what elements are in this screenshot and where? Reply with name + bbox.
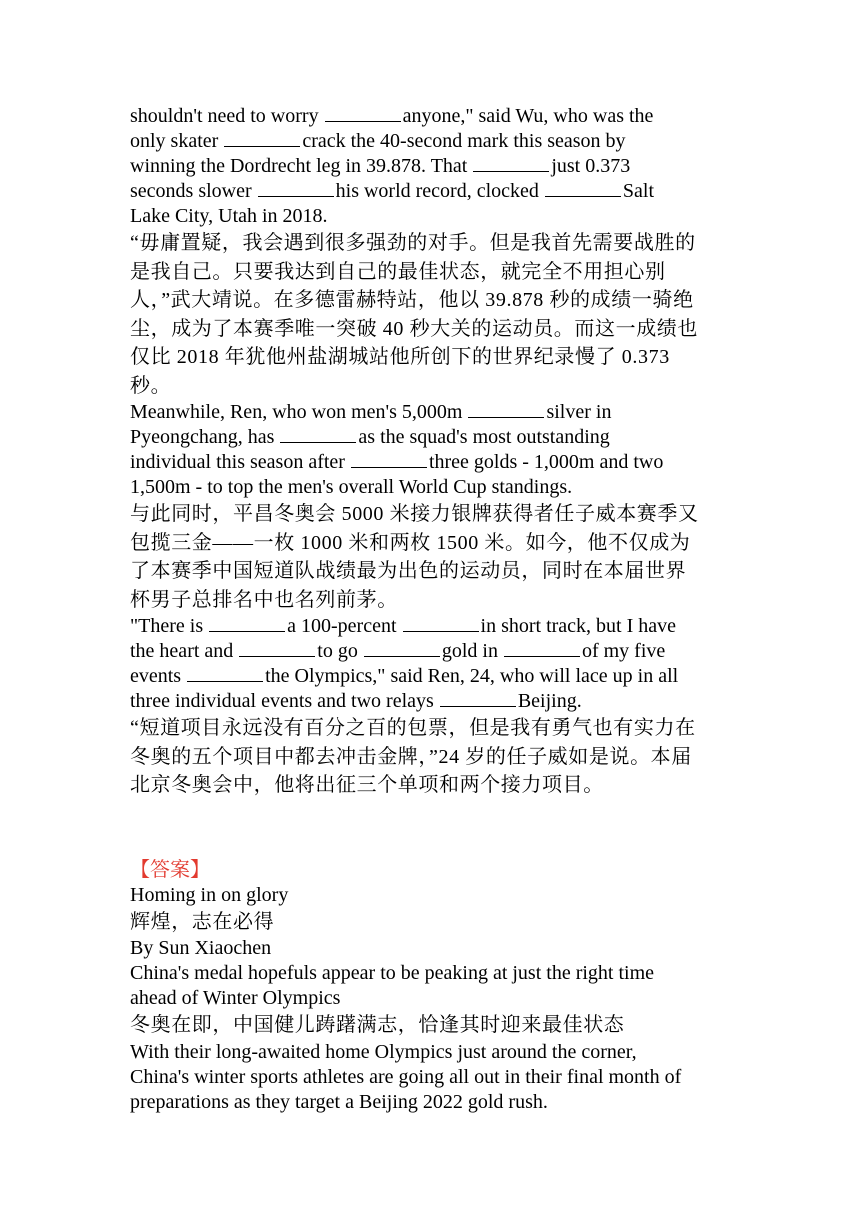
text-segment: a 100-percent xyxy=(287,615,397,637)
text-segment: the Olympics," said Ren, 24, who will lace up in all xyxy=(265,665,679,687)
fill-in-blank xyxy=(440,692,516,707)
text-segment: the heart and xyxy=(130,640,234,662)
answer-line: preparations as they target a Beijing 2022 gold rush. xyxy=(130,1090,548,1113)
fill-in-blank xyxy=(258,182,334,197)
text-segment: just 0.373 xyxy=(551,155,631,177)
text-line: 尘，成为了本赛季唯一突破 40 秒大关的运动员。而这一成绩也 xyxy=(130,317,698,340)
answer-label: 【答案】 xyxy=(130,858,210,881)
text-line: 人，”武大靖说。在多德雷赫特站，他以 39.878 秒的成绩一骑绝 xyxy=(130,289,694,311)
passage-chinese-3 xyxy=(130,714,740,800)
text-line: 冬奥的五个项目中都去冲击金牌，”24 岁的任子威如是说。本届 xyxy=(130,745,692,768)
answer-line: ahead of Winter Olympics xyxy=(130,987,341,1009)
fill-in-blank xyxy=(468,403,544,418)
text-line: 仅比 2018 年犹他州盐湖城站他所创下的世界纪录慢了 0.373 xyxy=(130,346,670,368)
text-segment: his world record, clocked xyxy=(335,180,539,202)
answer-line: China's medal hopefuls appear to be peaking at just the right time xyxy=(130,962,655,984)
text-line: 杯男子总排名中也名列前茅。 xyxy=(130,588,398,611)
text-line xyxy=(130,425,740,450)
fill-in-blank xyxy=(364,642,440,657)
text-line xyxy=(130,154,740,179)
text-line xyxy=(130,104,740,129)
text-segment: Lake City, Utah in 2018. xyxy=(130,205,328,227)
text-line xyxy=(130,179,740,204)
text-segment: crack the 40-second mark this season by xyxy=(302,130,626,152)
text-segment: in short track, but I have xyxy=(480,615,677,637)
section-gap xyxy=(130,800,740,858)
text-segment: three individual events and two relays xyxy=(130,690,434,712)
fill-in-blank xyxy=(473,157,549,172)
passage-chinese-1 xyxy=(130,229,740,400)
text-segment: Pyeongchang, has xyxy=(130,426,275,448)
text-line xyxy=(130,689,740,714)
text-segment: only skater xyxy=(130,130,219,152)
answer-line: China's winter sports athletes are going all out in their final month of xyxy=(130,1065,682,1088)
fill-in-blank xyxy=(351,453,427,468)
text-line xyxy=(130,400,740,425)
text-line: “短道项目永远没有百分之百的包票，但是我有勇气也有实力在 xyxy=(130,717,696,739)
text-segment: events xyxy=(130,665,182,687)
fill-in-blank xyxy=(325,107,401,122)
text-line xyxy=(130,475,740,500)
fill-in-blank xyxy=(504,642,580,657)
answer-line: With their long-awaited home Olympics just around the corner, xyxy=(130,1040,637,1063)
text-segment: of my five xyxy=(581,640,666,662)
text-segment: three golds - 1,000m and two xyxy=(428,451,664,473)
fill-in-blank xyxy=(545,182,621,197)
fill-in-blank xyxy=(187,667,263,682)
text-segment: shouldn't need to worry xyxy=(130,105,319,127)
text-line: “毋庸置疑，我会遇到很多强劲的对手。但是我首先需要战胜的 xyxy=(130,232,696,254)
fill-in-blank xyxy=(239,642,315,657)
text-segment: seconds slower xyxy=(130,180,252,202)
text-line xyxy=(130,450,740,475)
text-line: 与此同时，平昌冬奥会 5000 米接力银牌获得者任子威本赛季又 xyxy=(130,503,699,525)
answer-line: By Sun Xiaochen xyxy=(130,937,272,959)
text-segment: silver in xyxy=(546,401,612,423)
text-line xyxy=(130,614,740,639)
text-segment: Beijing. xyxy=(517,690,582,712)
text-line xyxy=(130,129,740,154)
text-segment: anyone," said Wu, who was the xyxy=(402,105,654,127)
passage-english-3 xyxy=(130,614,740,714)
passage-english-1 xyxy=(130,104,740,229)
text-line xyxy=(130,639,740,664)
answer-line: 辉煌，志在必得 xyxy=(130,910,275,933)
text-segment: individual this season after xyxy=(130,451,345,473)
text-line xyxy=(130,664,740,689)
fill-in-blank xyxy=(224,132,300,147)
passage-english-2 xyxy=(130,400,740,500)
text-segment: winning the Dordrecht leg in 39.878. That xyxy=(130,155,468,177)
document-page xyxy=(130,104,740,1115)
text-segment: to go xyxy=(317,640,358,662)
text-segment: gold in xyxy=(441,640,498,662)
answer-section xyxy=(130,883,740,1115)
fill-in-blank xyxy=(280,428,356,443)
answer-line: 冬奥在即，中国健儿踌躇满志，恰逢其时迎来最佳状态 xyxy=(130,1014,625,1036)
text-segment: Meanwhile, Ren, who won men's 5,000m xyxy=(130,401,463,423)
text-line: 包揽三金——一枚 1000 米和两枚 1500 米。如今，他不仅成为 xyxy=(130,531,691,554)
text-segment: 1,500m - to top the men's overall World Cup standings. xyxy=(130,476,573,498)
passage-chinese-2 xyxy=(130,500,740,614)
text-line: 北京冬奥会中，他将出征三个单项和两个接力项目。 xyxy=(130,774,604,796)
text-segment: as the squad's most outstanding xyxy=(358,426,610,448)
text-line: 了本赛季中国短道队战绩最为出色的运动员，同时在本届世界 xyxy=(130,560,687,582)
text-line xyxy=(130,204,740,229)
fill-in-blank xyxy=(209,617,285,632)
text-segment: Salt xyxy=(622,180,655,202)
text-line: 秒。 xyxy=(130,374,172,397)
text-line: 是我自己。只要我达到自己的最佳状态，就完全不用担心别 xyxy=(130,260,666,283)
text-segment: "There is xyxy=(130,615,204,637)
answer-line: Homing in on glory xyxy=(130,883,289,906)
fill-in-blank xyxy=(403,617,479,632)
